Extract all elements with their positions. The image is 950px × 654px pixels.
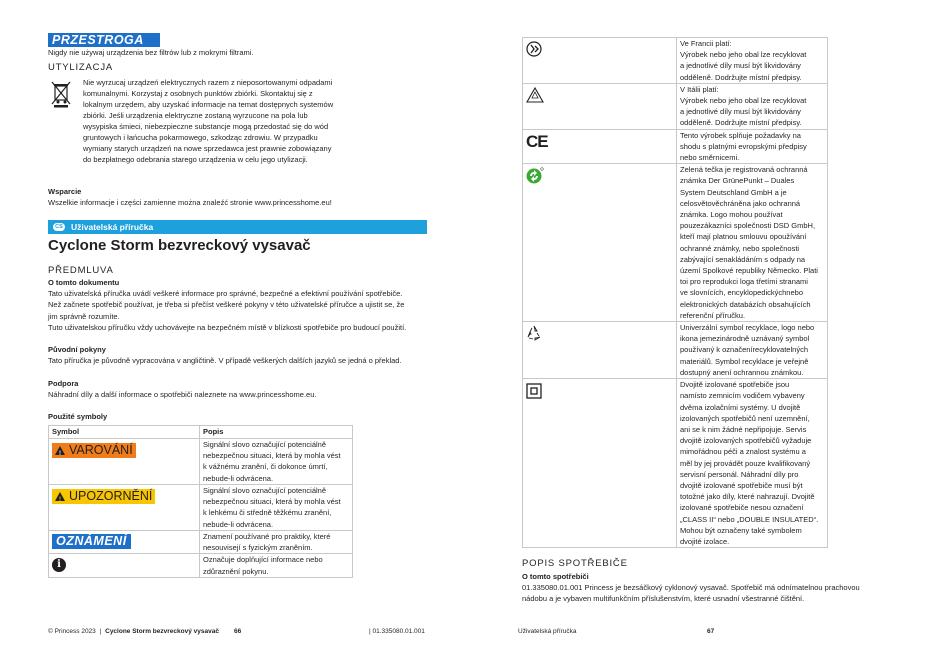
warning-banner: PRZESTROGA xyxy=(48,33,160,47)
triman-icon xyxy=(526,41,673,60)
support-heading: Wsparcie xyxy=(48,187,82,196)
table-header-row xyxy=(49,426,353,439)
language-bar xyxy=(48,220,427,234)
description-cell: Ve Francii platí: Výrobek nebo jeho obal lze recyklovat a jednotlivé díly musí být likvidovány odděleně. Dodržujte místní předpisy. xyxy=(677,38,828,84)
table-row xyxy=(523,83,828,129)
preface-heading: PŘEDMLUVA xyxy=(48,265,114,276)
footer-left xyxy=(48,627,219,636)
description-cell: Signální slovo označující potenciálně nebezpečnou situaci, která by mohla vést k vážnému zranění, či dokonce úmrtí, nebude-li odvrácena. xyxy=(200,439,353,485)
universal-recycle-icon xyxy=(526,325,673,344)
disposal-text: Nie wyrzucaj urządzeń elektrycznych razem z nieposortowanymi odpadami komunalnymi. Korzystaj z osobnych punktów zbiórki. Skontaktuj się z lokalnym urzędem, aby uzyskać informacje na temat dostępnych systemów zbiórki. Jeśli urządzenia elektryczne zostaną wyrzucone na pola lub wysypiska śmieci, niebezpieczne substancje mogą przedostać się do wód gruntowych i łańcucha pokarmowego, szkodząc zdrowiu. W przypadku wymiany starych urządzeń na nowe sprzedawca jest prawnie zobowiązany do bezpłatnego odebrania starego urządzenia w celu jego utylizacji. xyxy=(83,78,334,164)
symbols-legend-table xyxy=(522,37,828,548)
table-row xyxy=(49,439,353,485)
notice-signal-label: OZNÁMENÍ xyxy=(52,534,131,549)
about-appliance-heading: O tomto spotřebiči xyxy=(522,572,589,581)
footer-title: Cyclone Storm bezvreckový vysavač xyxy=(105,628,219,635)
warning-signal-label: ! VAROVÁNÍ xyxy=(52,443,136,458)
column-header-description: Popis xyxy=(200,426,353,439)
original-instructions-text: Tato příručka je původně vypracována v angličtině. V případě veškerých dalších jazyků se jedná o překlad. xyxy=(48,356,402,365)
about-appliance-text: 01.335080.01.001 Princess je bezsáčkový cyklonový vysavač. Spotřebič má odnímatelnou prachovou nádobu a je vybaven multifunkčním příslušenstvím, které usnadní všestranné čištění. xyxy=(522,583,860,604)
support2-heading: Podpora xyxy=(48,379,79,388)
footer-separator: | xyxy=(99,628,102,635)
description-cell: Tento výrobek splňuje požadavky na shodu s platnými evropskými předpisy nebo směrnicemi. xyxy=(677,129,828,164)
table-row xyxy=(523,38,828,84)
description-cell: Signální slovo označující potenciálně nebezpečnou situaci, která by mohla vést k lehkému či středně těžkému zranění, nebude-li odvrácena. xyxy=(200,485,353,531)
about-document-text: Tato uživatelská příručka uvádí veškeré informace pro správné, bezpečné a efektivní používání spotřebiče. Než začnete spotřebič používat, je třeba si přečíst veškeré pokyny v této uživatelské příručce a ujistit se, že jim správně rozumíte. Tuto uživatelskou příručku vždy uchovávejte na bezpečném místě v blízkosti spotřebiče pro budoucí použití. xyxy=(48,289,407,333)
support-text: Wszelkie informacje i części zamienne można znaleźć stronie www.princesshome.eu! xyxy=(48,198,332,207)
table-row xyxy=(49,485,353,531)
description-cell: Zelená tečka je registrovaná ochranná známka Der GrünePunkt – Duales System Deutschland GmbH a je celosvětověchráněna jako ochranná známka. Logo mohou používat pouzezákazníci společnosti DSD GmbH, kteří mají platnou smlouvu opoužívání ochranné známky, nebo společnosti zabývající senakládáním s odpady na území Spolkové republiky Německo. Plati toi pro reprodukci loga třetími stranami ve slovnících, encyklopedickýchnebo elektronických databázích obsahujících referenční příručku. xyxy=(677,164,828,322)
table-row xyxy=(523,322,828,379)
description-cell: Univerzální symbol recyklace, logo nebo ikona jemezinárodně uznávaný symbol používaný k označenírecyklovatelných materiálů. Symbol recyklace je veřejně dostupný anení ochrannou známkou. xyxy=(677,322,828,379)
recycle-triangle-icon xyxy=(526,87,673,106)
footer-doc-number: | 01.335080.01.001 xyxy=(369,628,425,635)
about-document-heading: O tomto dokumentu xyxy=(48,278,120,287)
table-row xyxy=(523,164,828,322)
language-bar-label: Uživatelská příručka xyxy=(71,222,154,232)
symbols-heading: Použité symboly xyxy=(48,412,108,421)
table-row xyxy=(523,129,828,164)
class-ii-icon xyxy=(526,383,673,402)
table-row xyxy=(523,379,828,548)
green-dot-icon xyxy=(526,167,673,188)
document-title: Cyclone Storm bezvreckový vysavač xyxy=(48,237,311,254)
footer-copyright: © Princess 2023 xyxy=(48,628,96,635)
warning-text: Nigdy nie używaj urządzenia bez filtrów lub z mokrymi filtrami. xyxy=(48,48,254,57)
caution-signal-label: ! UPOZORNĚNÍ xyxy=(52,489,155,504)
ce-mark-icon: CE xyxy=(526,131,548,151)
description-cell: Dvojitě izolované spotřebiče jsou namísto zemnicím vodičem vybaveny dvěma izolačními systémy. U dvojitě izolovaných spotřebičů není uzemnění, ani se k nim žádné nepřipojuje. Servis dvojitě izolovaných spotřebičů vyžaduje mimořádnou péči a znalost systému a měl by jej provádět pouze kvalifikovaný servisní personál. Náhradní díly pro dvojitě izolované spotřebiče musí být totožné jako díly, které nahrazují. Dvojitě izolované spotřebiče nesou označení „CLASS II“ nebo „DOUBLE INSULATED“. Mohou být označeny také symbolem dvojité izolace. xyxy=(677,379,828,548)
original-instructions-heading: Původní pokyny xyxy=(48,345,106,354)
appliance-description-heading: POPIS SPOTŘEBIČE xyxy=(522,558,628,569)
table-row xyxy=(49,531,353,554)
table-row xyxy=(49,554,353,577)
weee-bin-icon xyxy=(50,80,72,108)
description-cell: V Itálii platí: Výrobek nebo jeho obal lze recyklovat a jednotlivé díly musí být likvidovány odděleně. Dodržujte místní předpisy. xyxy=(677,83,828,129)
footer-right-label: Uživatelská příručka xyxy=(518,628,577,635)
symbols-table xyxy=(48,425,353,578)
caution-triangle-icon: ! xyxy=(55,492,65,501)
support2-text: Náhradní díly a další informace o spotřebiči naleznete na www.princesshome.eu. xyxy=(48,390,317,399)
column-header-symbol: Symbol xyxy=(49,426,200,439)
description-cell: Znamení používané pro praktiky, které nesouvisejí s fyzickým zraněním. xyxy=(200,531,353,554)
description-cell: Označuje doplňující informace nebo zdůraznění pokynu. xyxy=(200,554,353,577)
info-icon: i xyxy=(52,558,66,572)
language-code-badge: CS xyxy=(53,223,65,231)
warning-triangle-icon: ! xyxy=(55,446,65,455)
page-number-right: 67 xyxy=(707,628,715,635)
page-number-left: 66 xyxy=(234,628,242,635)
disposal-heading: UTYLIZACJA xyxy=(48,62,114,73)
